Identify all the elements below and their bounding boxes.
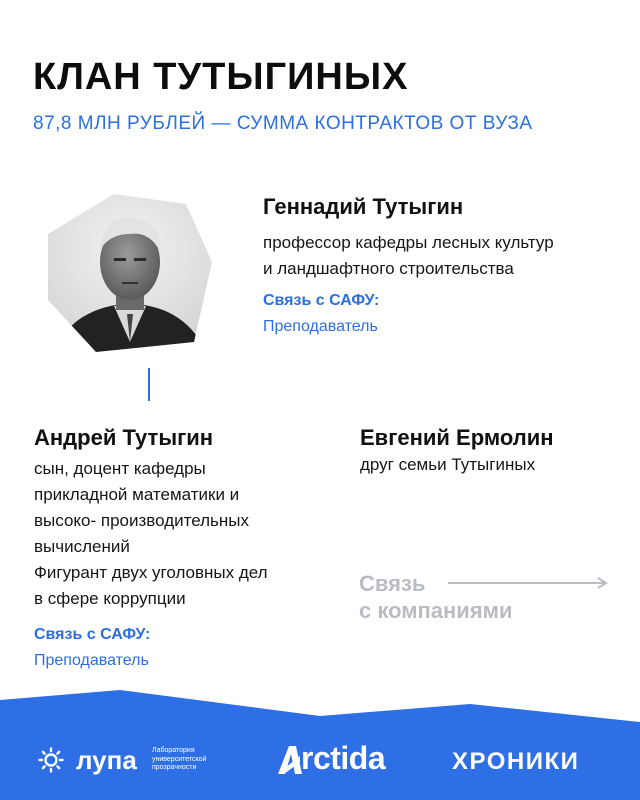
portrait-photo [44, 192, 214, 354]
evgeny-name: Евгений Ермолин [360, 425, 554, 450]
page-subtitle: 87,8 МЛН РУБЛЕЙ — СУММА КОНТРАКТОВ ОТ ВУЗА [33, 113, 533, 134]
lupa-tagline-line: прозрачности [152, 764, 197, 771]
companies-link-line: Связь [359, 571, 426, 596]
gennady-description [263, 230, 623, 282]
andrey-description-line: сын, доцент кафедры [34, 459, 206, 478]
andrey-description-line: высоко- производительных [34, 511, 249, 530]
gennady-link-value: Преподаватель [263, 318, 378, 335]
andrey-description-line: прикладной математики и [34, 485, 240, 504]
lupa-tagline-line: Лаборатория [152, 747, 195, 754]
andrey-description-line: в сфере коррупции [34, 589, 186, 608]
andrey-description [34, 456, 334, 612]
page-title: КЛАН ТУТЫГИНЫХ [33, 56, 409, 98]
gennady-link-label: Связь с САФУ: [263, 292, 380, 309]
gennady-name: Геннадий Тутыгин [263, 194, 464, 219]
arctida-logo-text: rctida [301, 740, 386, 776]
chronicles-logo: ХРОНИКИ [452, 748, 580, 775]
lupa-tagline-line: университетской [152, 755, 207, 763]
andrey-description-line: Фигурант двух уголовных дел [34, 563, 268, 582]
arctida-a-logo [276, 744, 304, 776]
andrey-description-line: вычислений [34, 537, 130, 556]
family-connector-line [148, 368, 150, 401]
lupa-tagline [152, 747, 232, 773]
evgeny-description: друг семьи Тутыгиных [360, 455, 536, 474]
andrey-name: Андрей Тутыгин [34, 425, 214, 450]
andrey-link-label: Связь с САФУ: [34, 626, 151, 643]
andrey-link-value: Преподаватель [34, 652, 149, 669]
sun-icon [38, 747, 64, 773]
companies-link-line: с компаниями [359, 598, 513, 623]
arrow-right-icon [448, 575, 611, 591]
gennady-description-line: профессор кафедры лесных культур [263, 233, 554, 252]
gennady-description-line: и ландшафтного строительства [263, 259, 514, 278]
lupa-logo-text: лупа [76, 745, 137, 775]
